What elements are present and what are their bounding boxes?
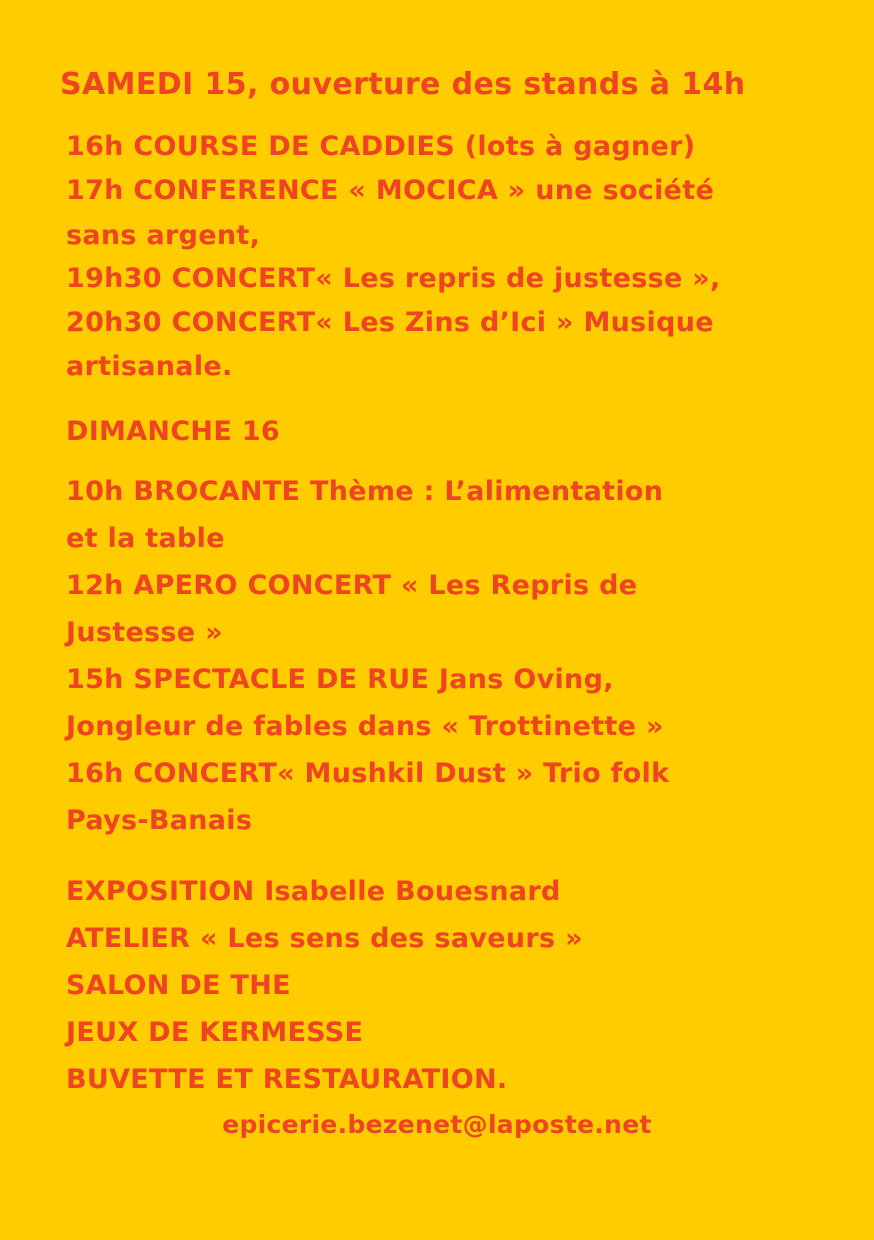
samedi-header: SAMEDI 15, ouverture des stands à 14h — [60, 67, 746, 102]
contact-email: epicerie.bezenet@laposte.net — [222, 1110, 652, 1139]
dimanche-line-8: Pays-Banais — [66, 805, 253, 836]
dimanche-line-4: Justesse » — [66, 617, 223, 648]
extra-buvette: BUVETTE ET RESTAURATION. — [66, 1064, 508, 1095]
extra-salon: SALON DE THE — [66, 970, 291, 1001]
extra-exposition: EXPOSITION Isabelle Bouesnard — [66, 876, 561, 907]
dimanche-header: DIMANCHE 16 — [66, 416, 280, 447]
dimanche-line-7: 16h CONCERT« Mushkil Dust » Trio folk — [66, 758, 670, 789]
dimanche-line-1: 10h BROCANTE Thème : L’alimentation — [66, 476, 664, 507]
samedi-line-3: sans argent, — [66, 220, 261, 251]
dimanche-line-6: Jongleur de fables dans « Trottinette » — [66, 711, 664, 742]
samedi-line-4: 19h30 CONCERT« Les repris de justesse », — [66, 263, 721, 294]
samedi-line-5: 20h30 CONCERT« Les Zins d’Ici » Musique — [66, 307, 714, 338]
samedi-line-1: 16h COURSE DE CADDIES (lots à gagner) — [66, 131, 696, 162]
samedi-line-2: 17h CONFERENCE « MOCICA » une société — [66, 175, 715, 206]
dimanche-line-3: 12h APERO CONCERT « Les Repris de — [66, 570, 638, 601]
dimanche-line-2: et la table — [66, 523, 225, 554]
samedi-line-6: artisanale. — [66, 351, 233, 382]
dimanche-line-5: 15h SPECTACLE DE RUE Jans Oving, — [66, 664, 614, 695]
extra-atelier: ATELIER « Les sens des saveurs » — [66, 923, 583, 954]
extra-jeux: JEUX DE KERMESSE — [66, 1017, 364, 1048]
